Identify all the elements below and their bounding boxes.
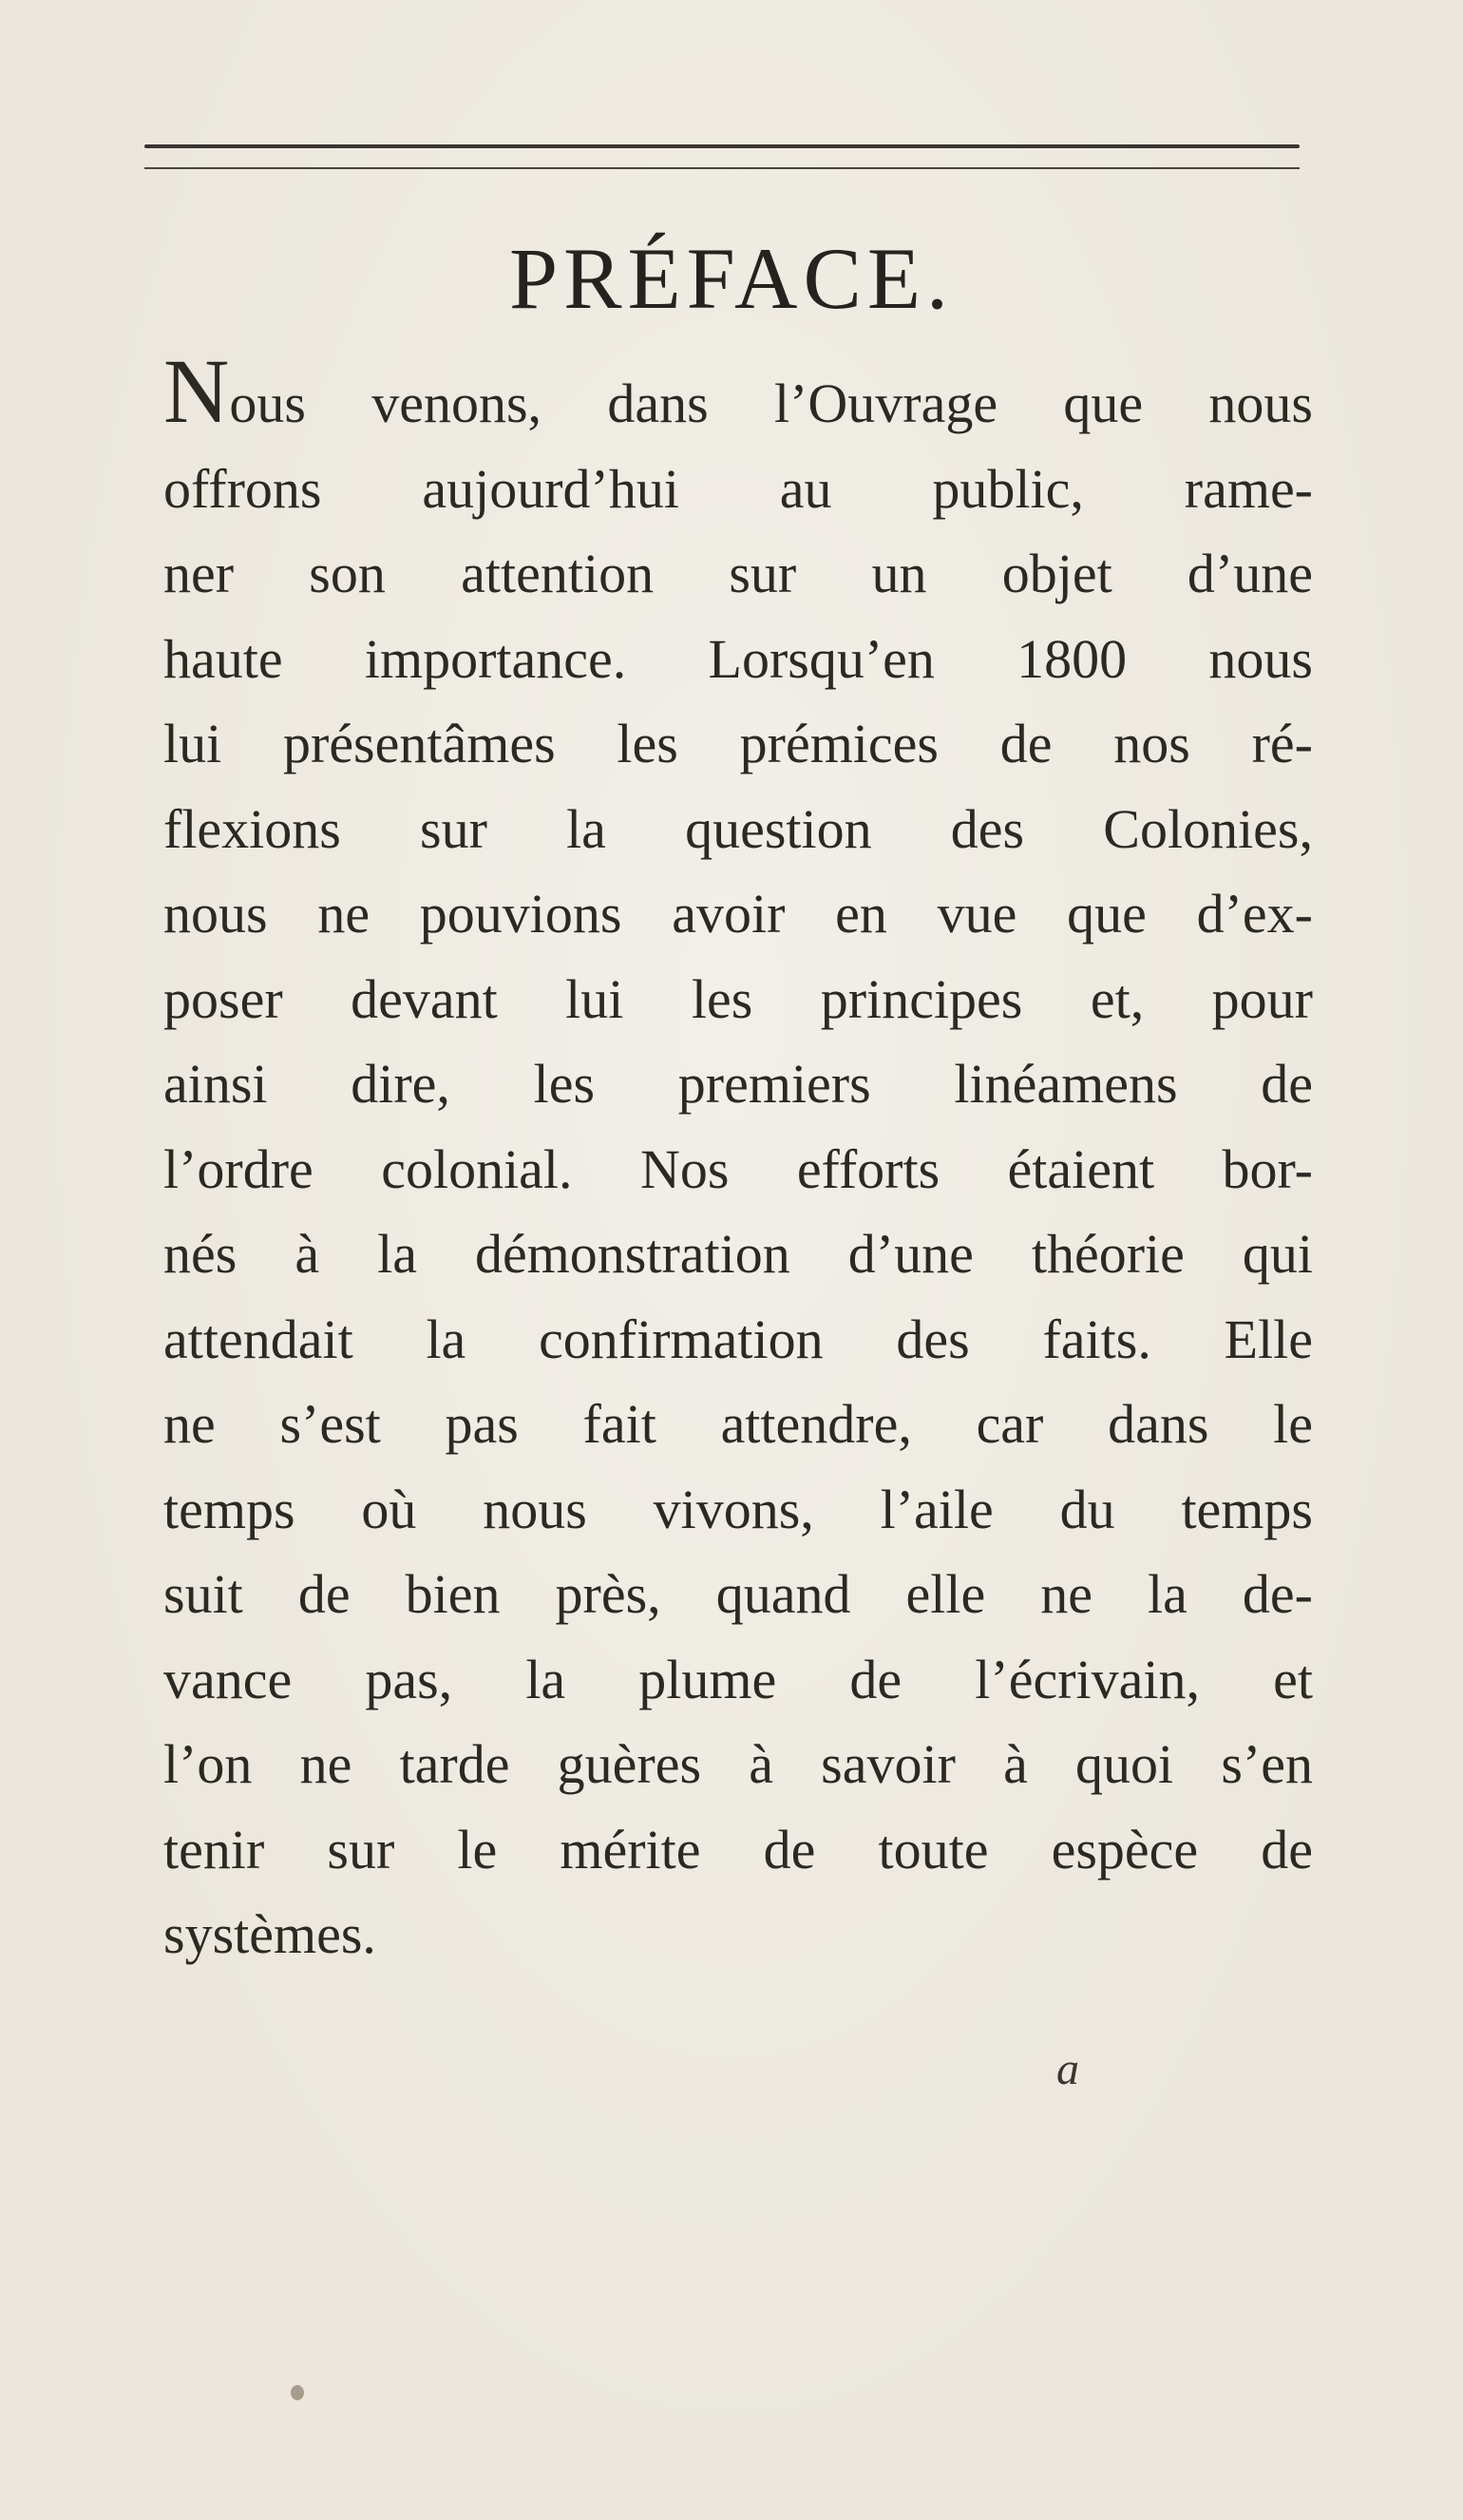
- text-line: haute importance. Lorsqu’en 1800 nous: [163, 627, 1313, 690]
- text-line: nés à la démonstration d’une théorie qui: [163, 1223, 1313, 1285]
- text-line: poser devant lui les principes et, pour: [163, 967, 1313, 1030]
- header-rule-thin: [144, 167, 1300, 169]
- first-line-text: ous venons, dans l’Ouvrage que nous: [229, 372, 1313, 434]
- signature-mark: a: [1056, 2044, 1079, 2094]
- text-line: tenir sur le mérite de toute espèce de: [163, 1818, 1313, 1880]
- text-line: attendait la confirmation des faits. Elle: [163, 1308, 1313, 1370]
- text-line: suit de bien près, quand elle ne la de-: [163, 1563, 1313, 1625]
- header-rule-thick: [144, 144, 1300, 148]
- text-line: ne s’est pas fait attendre, car dans le: [163, 1393, 1313, 1455]
- text-line-last: systèmes.: [163, 1903, 376, 1965]
- text-line: flexions sur la question des Colonies,: [163, 797, 1313, 860]
- ink-stain: [291, 2385, 304, 2400]
- text-line: l’ordre colonial. Nos efforts étaient bor-: [163, 1137, 1313, 1200]
- text-line: ner son attention sur un objet d’une: [163, 543, 1313, 604]
- text-line-1: [163, 340, 1313, 447]
- text-line: ainsi dire, les premiers linéamens de: [163, 1053, 1313, 1115]
- preface-body: [163, 340, 1313, 1977]
- text-line: lui présentâmes les prémices de nos ré-: [163, 713, 1313, 774]
- text-line: nous ne pouvions avoir en vue que d’ex-: [163, 883, 1313, 945]
- text-line: l’on ne tarde guères à savoir à quoi s’en: [163, 1733, 1313, 1795]
- text-line: temps où nous vivons, l’aile du temps: [163, 1478, 1313, 1540]
- text-line: offrons aujourd’hui au public, rame-: [163, 457, 1313, 520]
- page-title: PRÉFACE.: [508, 230, 955, 327]
- text-line: vance pas, la plume de l’écrivain, et: [163, 1648, 1313, 1710]
- drop-cap: N: [163, 340, 230, 442]
